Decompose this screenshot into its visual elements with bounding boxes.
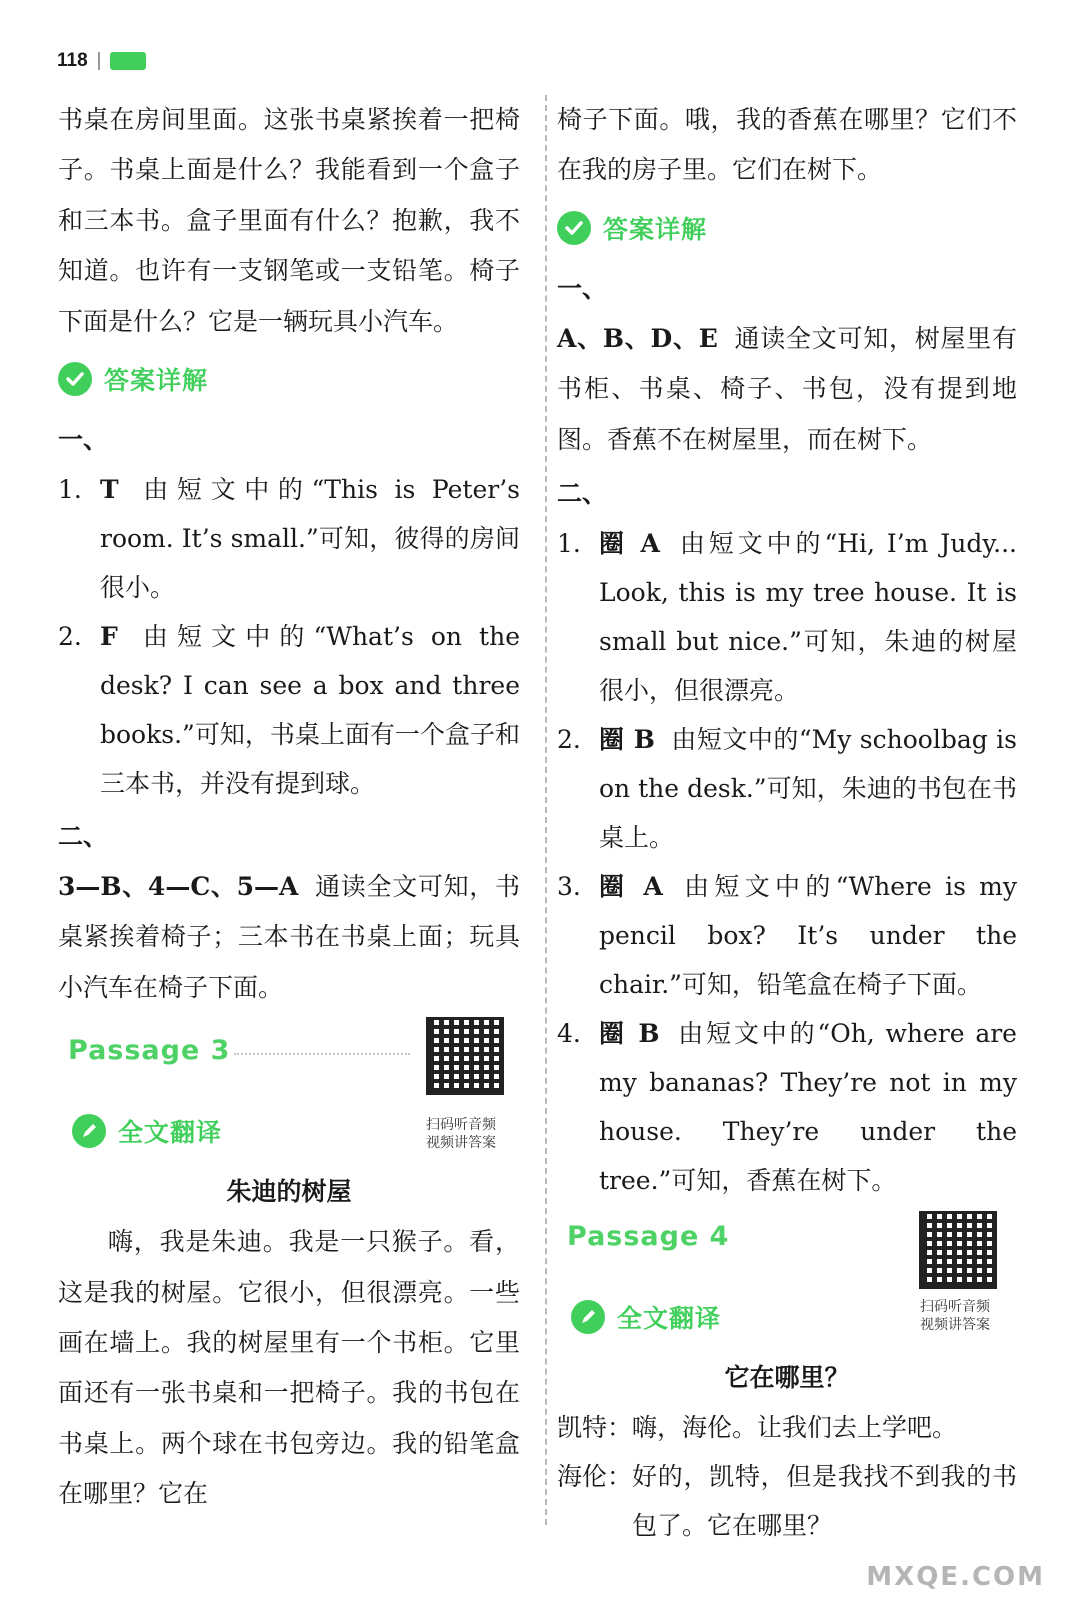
passage-header — [557, 1213, 1017, 1285]
section-label: 一、 — [58, 425, 109, 455]
pencil-icon — [72, 1114, 106, 1148]
dialogue — [557, 1403, 1017, 1550]
qr-caption-line: 扫码听音频 — [426, 1117, 496, 1133]
answer-text — [58, 862, 520, 1013]
passage-text: 书桌在房间里面。这张书桌紧挨着一把椅子。书桌上面是什么？我能看到一个盒子和三本书。盒子里面有什么？抱歉，我不知道。也许有一支钢笔或一支铅笔。椅子下面是什么？它是一辆玩具小汽车。 — [58, 105, 520, 336]
item-number: 1. — [557, 529, 581, 559]
qr-caption-line: 视频讲答案 — [426, 1135, 496, 1151]
qr-code-icon[interactable] — [426, 1017, 504, 1095]
answer-key: 圈 A — [599, 872, 663, 902]
section-label: 二、 — [58, 822, 109, 852]
answer-key: 圈 B — [599, 725, 655, 755]
qr-caption — [907, 1298, 1003, 1334]
item-text — [599, 862, 1017, 1009]
answer-item — [557, 519, 1017, 715]
item-number: 4. — [557, 1019, 581, 1049]
story-title: 朱迪的树屋 — [226, 1177, 352, 1207]
item-text — [100, 612, 520, 808]
item-number: 2. — [557, 725, 581, 755]
story-text: 嗨，我是朱迪。我是一只猴子。看，这是我的树屋。它很小，但很漂亮。一些画在墙上。我的树屋里有一个书柜。它里面还有一张书桌和一把椅子。我的书包在书桌上。两个球在书包旁边。我的铅笔盒在哪里？它在 — [58, 1227, 520, 1509]
answer-explanation: 通读全文可知，树屋里有书柜、书桌、椅子、书包，没有提到地图。香蕉不在树屋里，而在树下。 — [557, 323, 1017, 454]
left-column — [58, 95, 520, 1520]
answer-item — [557, 715, 1017, 862]
answer-explanation: 通读全文可知，书桌紧挨着椅子；三本书在书桌上面；玩具小汽车在椅子下面。 — [58, 872, 520, 1002]
answer-heading — [557, 196, 1017, 260]
dialogue-line — [557, 1403, 1017, 1452]
answer-key: 圈 B — [599, 1019, 660, 1049]
answer-key: 3—B、4—C、5—A — [58, 872, 299, 902]
series-logo-icon — [110, 52, 146, 70]
speaker-name: 海伦： — [557, 1462, 633, 1492]
dialogue-text: 嗨，海伦。让我们去上学吧。 — [632, 1413, 958, 1443]
translation-heading-label: 全文翻译 — [118, 1118, 223, 1148]
item-text — [100, 465, 520, 612]
qr-caption-line: 扫码听音频 — [920, 1299, 990, 1315]
right-column — [557, 95, 1017, 1550]
page-number: 118 — [57, 50, 88, 71]
answer-item — [557, 1009, 1017, 1205]
answer-explanation: 由短文中的“This is Peter’s room. It’s small.”可知，彼得的房间很小。 — [100, 475, 520, 603]
qr-code-icon[interactable] — [919, 1211, 997, 1289]
item-number: 1. — [58, 475, 82, 505]
qr-caption-line: 视频讲答案 — [920, 1317, 990, 1333]
translation-heading-label: 全文翻译 — [617, 1304, 722, 1334]
dialogue-line — [557, 1452, 1017, 1550]
passage-title: Passage 4 — [567, 1221, 730, 1253]
watermark: MXQE.COM — [866, 1562, 1045, 1592]
story-title: 它在哪里？ — [724, 1363, 850, 1393]
column-divider — [545, 95, 547, 1525]
answer-explanation: 由短文中的“Oh, where are my bananas? They’re not in my house. They’re under the tree.”可知，香蕉在树下。 — [599, 1019, 1017, 1196]
item-text — [599, 715, 1017, 862]
header-separator — [98, 52, 100, 70]
speaker-name: 凯特： — [557, 1413, 633, 1443]
answer-item — [58, 612, 520, 808]
answer-key: 圈 A — [599, 529, 660, 559]
answer-item — [557, 862, 1017, 1009]
answer-heading-label: 答案详解 — [104, 366, 209, 396]
item-number: 2. — [58, 622, 82, 652]
answer-explanation: 由短文中的“Where is my pencil box? It’s under the chair.”可知，铅笔盒在椅子下面。 — [599, 872, 1017, 1000]
pencil-icon — [571, 1300, 605, 1334]
dotted-divider — [234, 1053, 410, 1055]
answer-key: F — [100, 622, 118, 652]
answer-explanation: 由短文中的“Hi, I’m Judy... Look, this is my tree house. It is small but nice.”可知，朱迪的树屋很小，但很漂亮。 — [599, 529, 1017, 706]
item-text — [599, 1009, 1017, 1205]
dialogue-text: 好的，凯特，但是我找不到我的书包了。它在哪里？ — [632, 1462, 1017, 1541]
passage-header — [58, 1027, 520, 1099]
qr-caption — [413, 1116, 509, 1152]
answer-text — [557, 314, 1017, 465]
passage-text: 椅子下面。哦，我的香蕉在哪里？它们不在我的房子里。它们在树下。 — [557, 105, 1017, 185]
item-text — [599, 519, 1017, 715]
answer-list — [58, 465, 520, 808]
section-label: 二、 — [557, 479, 608, 509]
item-number: 3. — [557, 872, 581, 902]
passage-title: Passage 3 — [68, 1035, 231, 1067]
answer-key: T — [100, 475, 119, 505]
section-label: 一、 — [557, 273, 608, 303]
answer-item — [58, 465, 520, 612]
answer-heading-label: 答案详解 — [603, 214, 708, 244]
answer-heading — [58, 347, 520, 411]
answer-explanation: 由短文中的“My schoolbag is on the desk.”可知，朱迪的书包在书桌上。 — [599, 725, 1017, 853]
answer-key: A、B、D、E — [557, 323, 718, 353]
answer-list — [557, 519, 1017, 1205]
answer-explanation: 由短文中的“What’s on the desk? I can see a box and three books.”可知，书桌上面有一个盒子和三本书，并没有提到球。 — [100, 622, 520, 799]
check-icon — [557, 211, 591, 245]
check-icon — [58, 362, 92, 396]
page-header — [57, 50, 146, 72]
